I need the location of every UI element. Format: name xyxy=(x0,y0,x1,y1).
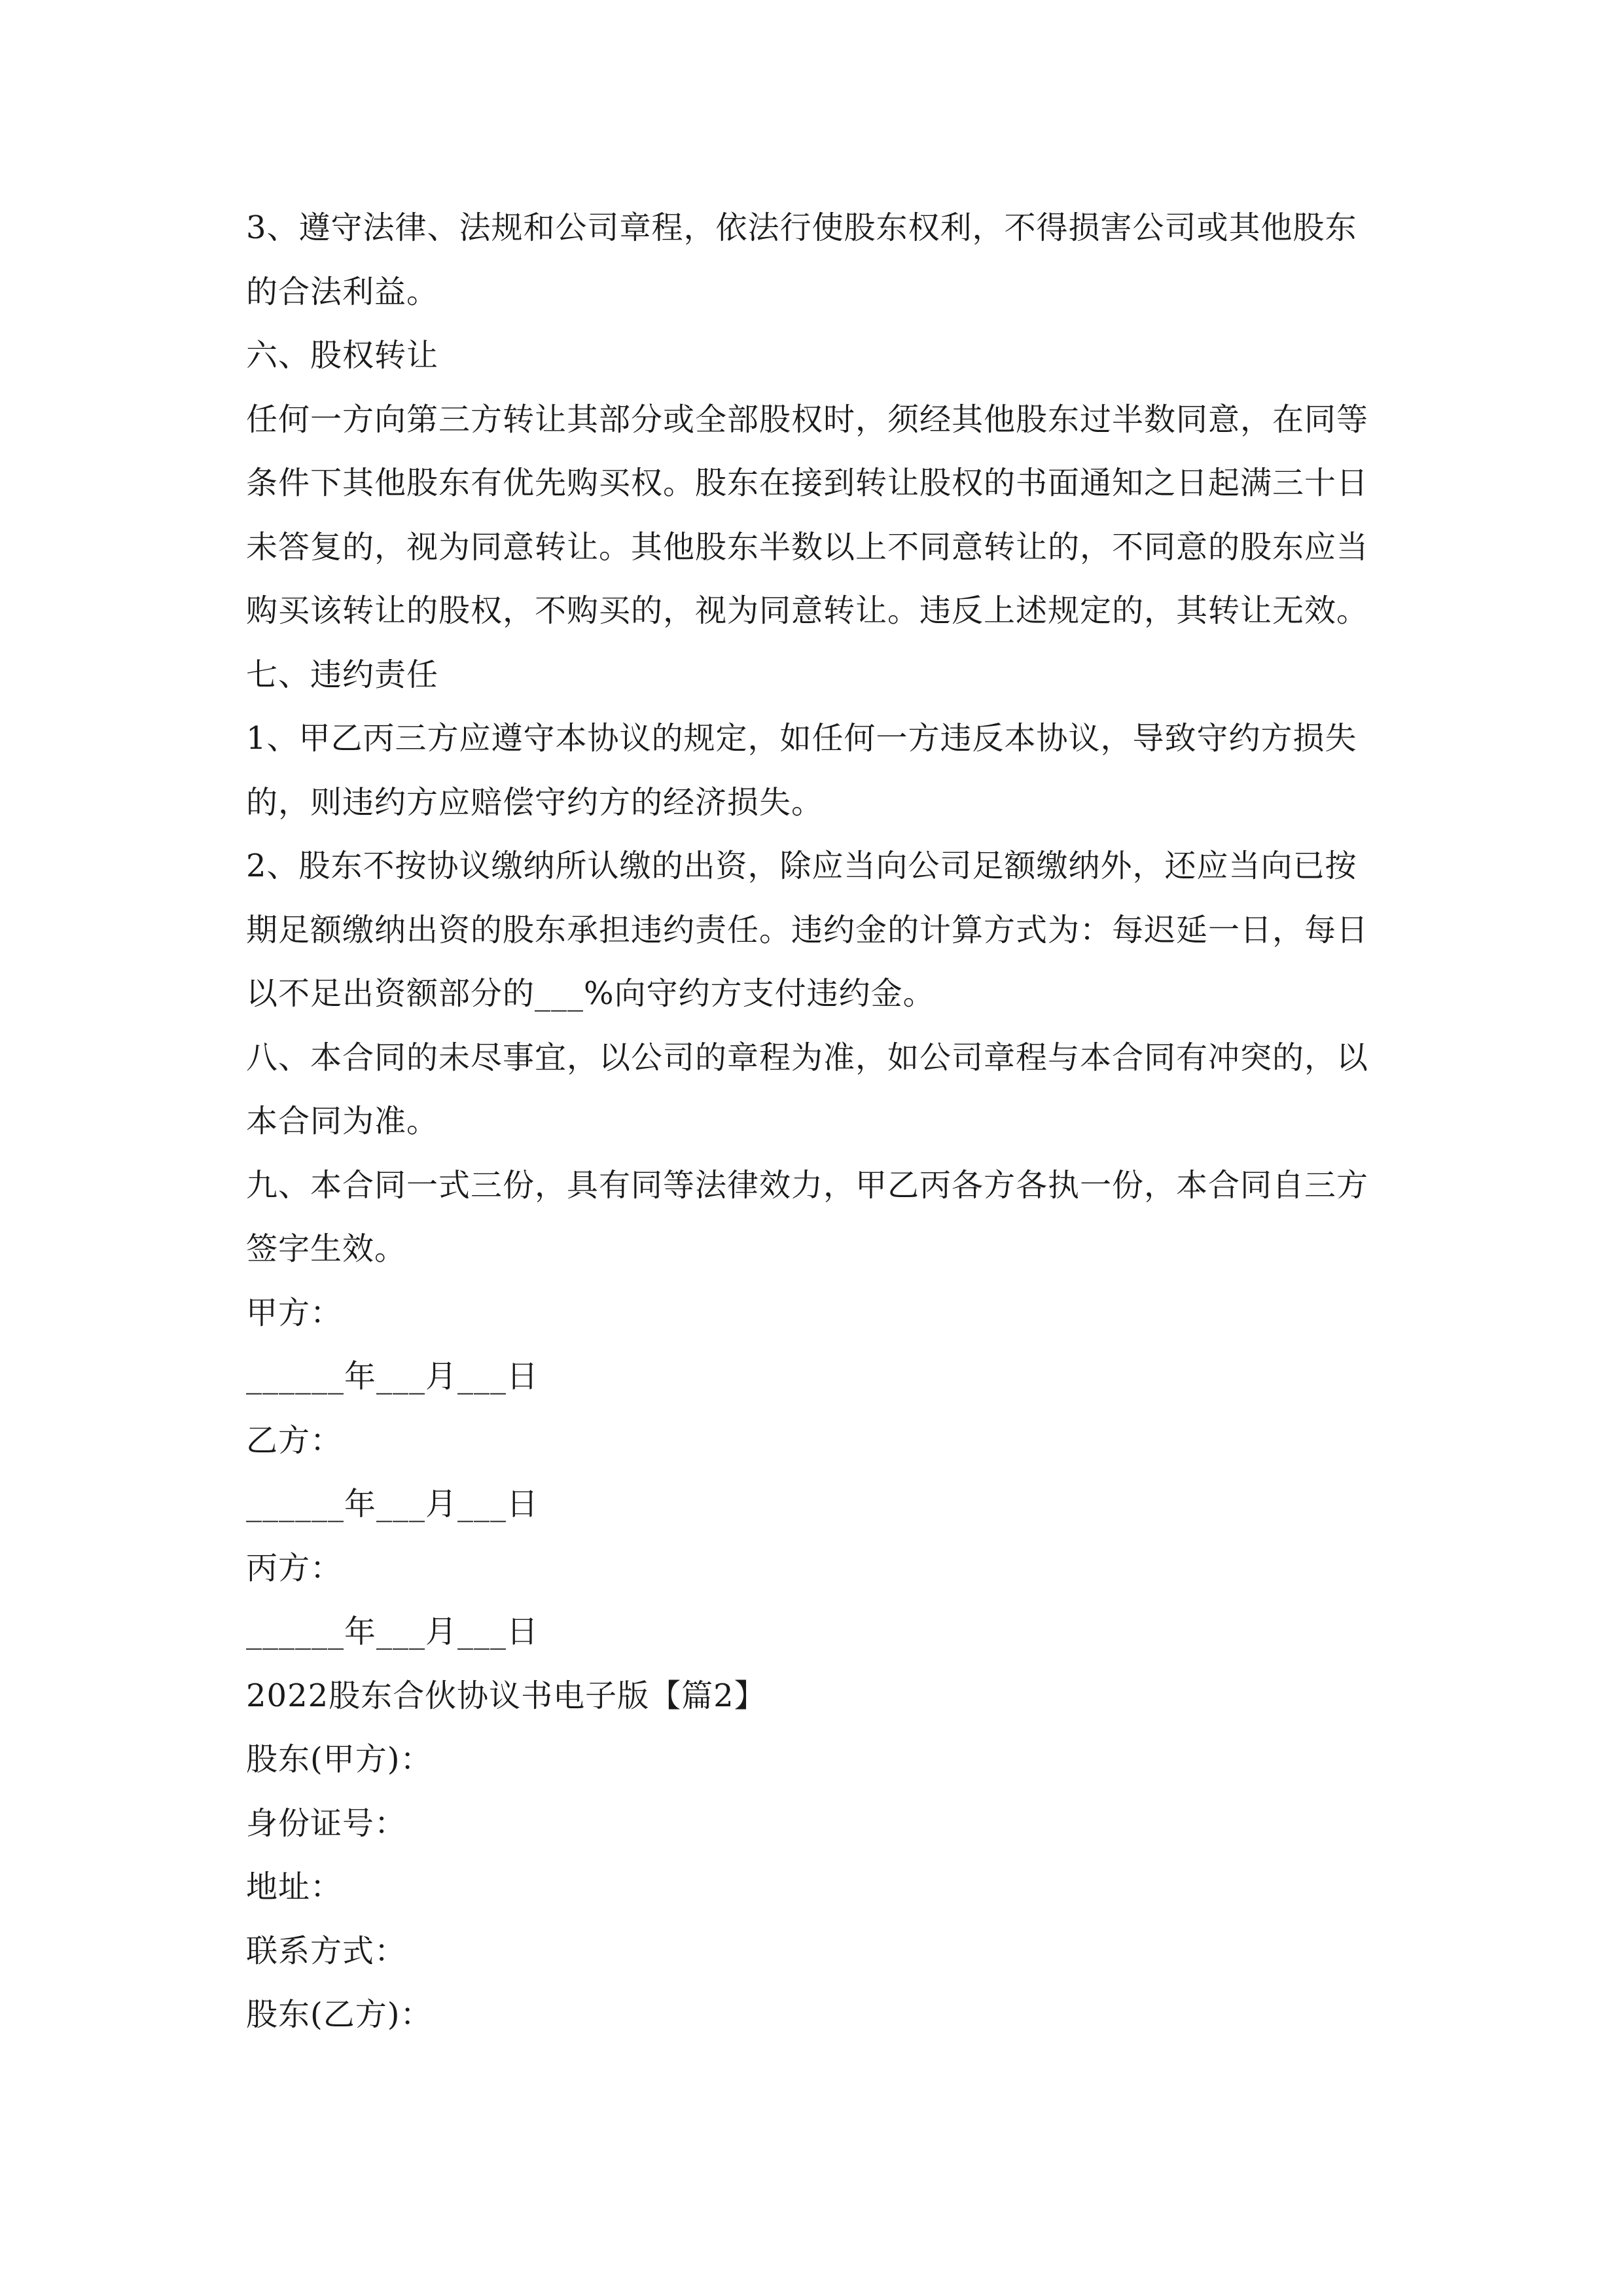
date-blank: ______年___月___日 xyxy=(246,1613,539,1650)
document-body xyxy=(246,196,1385,2047)
signature-label-party-c: 丙方： xyxy=(246,1549,343,1587)
signature-label-party-b: 乙方： xyxy=(246,1422,343,1459)
date-blank: ______年___月___日 xyxy=(246,1486,539,1522)
field-label: 股东(甲方)： xyxy=(246,1741,433,1778)
text-line: 的，则违约方应赔偿守约方的经济损失。 xyxy=(246,783,824,821)
text-line: 未答复的，视为同意转让。其他股东半数以上不同意转让的，不同意的股东应当 xyxy=(246,528,1369,565)
text-line: 以不足出资额部分的___%向守约方支付违约金。 xyxy=(246,975,935,1012)
signature-label-party-a: 甲方： xyxy=(246,1294,343,1331)
text-line: 购买该转让的股权，不购买的，视为同意转让。违反上述规定的，其转让无效。 xyxy=(246,592,1369,629)
document-title: 2022股东合伙协议书电子版【篇2】 xyxy=(246,1677,766,1714)
text-line: 签字生效。 xyxy=(246,1230,407,1267)
field-label: 地址： xyxy=(246,1869,343,1905)
text-line: 本合同为准。 xyxy=(246,1103,439,1139)
text-line: 的合法利益。 xyxy=(246,273,439,310)
date-blank: ______年___月___日 xyxy=(246,1358,539,1395)
field-label: 身份证号： xyxy=(246,1804,407,1842)
text-line: 3、遵守法律、法规和公司章程，依法行使股东权利，不得损害公司或其他股东 xyxy=(246,209,1357,246)
text-line: 2、股东不按协议缴纳所认缴的出资，除应当向公司足额缴纳外，还应当向已按 xyxy=(246,848,1357,884)
text-line: 任何一方向第三方转让其部分或全部股权时，须经其他股东过半数同意，在同等 xyxy=(246,401,1369,438)
text-line: 1、甲乙丙三方应遵守本协议的规定，如任何一方违反本协议，导致守约方损失 xyxy=(246,720,1357,757)
text-line: 八、本合同的未尽事宜，以公司的章程为准，如公司章程与本合同有冲突的，以 xyxy=(246,1039,1369,1076)
text-line: 期足额缴纳出资的股东承担违约责任。违约金的计算方式为：每迟延一日，每日 xyxy=(246,911,1369,948)
field-label: 联系方式： xyxy=(246,1932,407,1969)
text-line: 条件下其他股东有优先购买权。股东在接到转让股权的书面通知之日起满三十日 xyxy=(246,465,1369,501)
text-line: 九、本合同一式三份，具有同等法律效力，甲乙丙各方各执一份，本合同自三方 xyxy=(246,1166,1369,1204)
section-heading: 六、股权转让 xyxy=(246,337,439,374)
section-heading: 七、违约责任 xyxy=(246,656,439,693)
field-label: 股东(乙方)： xyxy=(246,1996,433,2033)
